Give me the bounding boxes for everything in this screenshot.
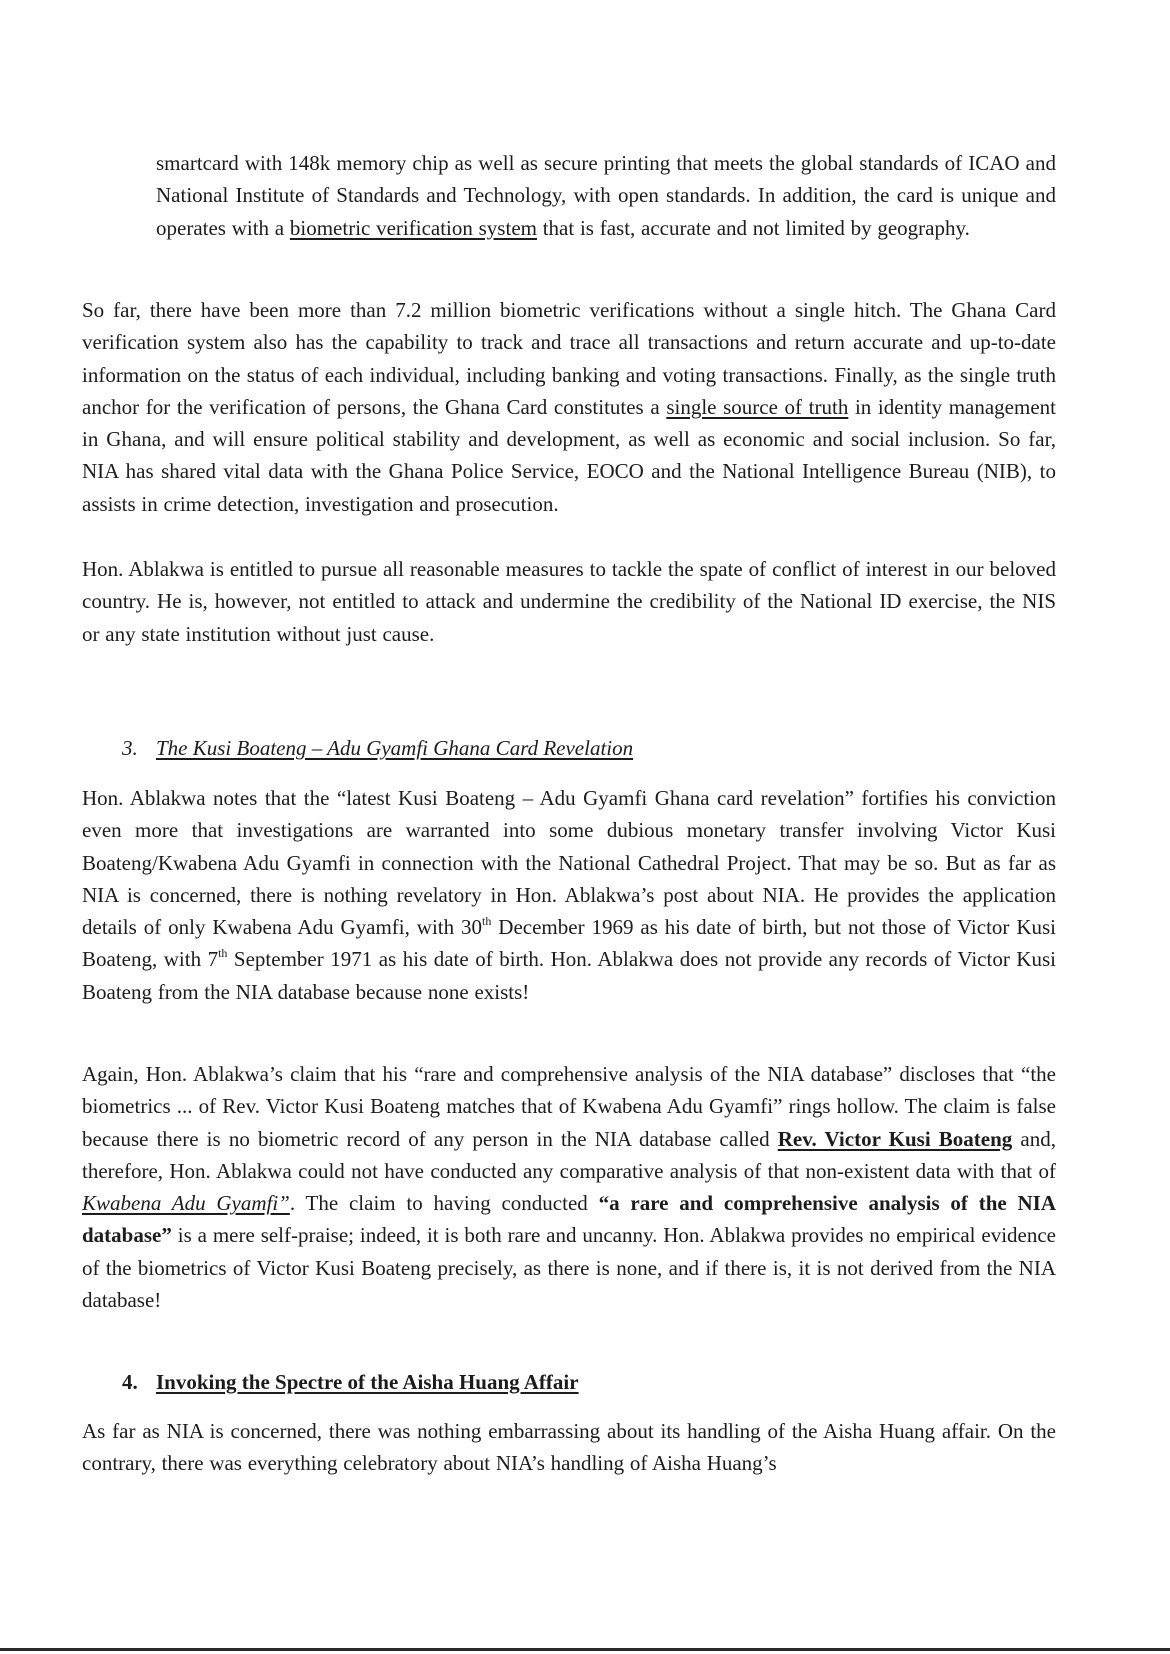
text-run: is a mere self-praise; indeed, it is both rare and uncanny. Hon. Ablakwa provides no empirical evidence of the biometrics of Victor Kusi Boateng precisely, as there is none, and if there is, it is not derived from the NIA database! <box>82 1223 1056 1313</box>
paragraph-card-standards <box>156 147 1056 244</box>
paragraph-revelation <box>82 782 1056 1008</box>
underlined-phrase-single-source: single source of truth <box>666 394 849 419</box>
text-run: that is fast, accurate and not limited by geography. <box>536 215 970 240</box>
bold-quote: “a rare and comprehensive analysis of the NIA database” <box>82 1191 1056 1248</box>
paragraph-again <box>82 1058 1056 1316</box>
text-run: September 1971 as his date of birth. Hon. Ablakwa does not provide any records of Victor Kusi Boateng from the NIA database because none exists! <box>82 947 1056 1004</box>
section-title: The Kusi Boateng – Adu Gyamfi Ghana Card Revelation <box>156 736 634 760</box>
paragraph-entitled <box>82 553 1056 650</box>
text-run: smartcard with 148k memory chip as well as secure printing that meets the global standards of ICAO and National Institute of Standards and Technology, with open standards. In addition, the card is unique and operates with a <box>156 151 1056 240</box>
text-run: So far, there have been more than 7.2 million biometric verifications without a single hitch. The Ghana Card verification system also has the capability to track and trace all transactions and return accurate and up-to-date information on the status of each individual, including banking and voting transactions. Finally, as the single truth anchor for the verification of persons, the Ghana Card constitutes a <box>82 298 1056 419</box>
text-run: December 1969 as his date of birth, but not those of Victor Kusi Boateng, with 7 <box>82 915 1056 972</box>
text-run: Hon. Ablakwa notes that the “latest Kusi Boateng – Adu Gyamfi Ghana card revelation” fortifies his conviction even more that investigations are warranted into some dubious monetary transfer involving Victor Kusi Boateng/Kwabena Adu Gyamfi in connection with the National Cathedral Project. That may be so. But as far as NIA is concerned, there is nothing revelatory in Hon. Ablakwa’s post about NIA. He provides the application details of only Kwabena Adu Gyamfi, with 30 <box>82 786 1056 940</box>
ordinal-suffix: th <box>482 914 492 929</box>
page-bottom-edge <box>0 1648 1170 1651</box>
section-heading-3 <box>122 733 633 763</box>
text-run: Again, Hon. Ablakwa’s claim that his “rare and comprehensive analysis of the NIA database” discloses that “the biometrics ... of Rev. Victor Kusi Boateng matches that of Kwabena Adu Gyamfi” rings hollow. The claim is false because there is no biometric record of any person in the NIA database called <box>82 1062 1056 1151</box>
section-heading-4 <box>122 1367 579 1397</box>
italic-name-kwabena: Kwabena Adu Gyamfi” <box>82 1191 290 1216</box>
ordinal-suffix: th <box>218 946 228 961</box>
text-run: . The claim to having conducted <box>289 1191 599 1216</box>
bold-name-victor: Rev. Victor Kusi Boateng <box>777 1126 1013 1151</box>
underlined-phrase-biometric-verification: biometric verification system <box>289 215 537 240</box>
text-run: As far as NIA is concerned, there was nothing embarrassing about its handling of the Aisha Huang affair. On the contrary, there was everything celebratory about NIA’s handling of Aisha Huang’s <box>82 1419 1056 1476</box>
section-number: 4. <box>122 1370 138 1394</box>
paragraph-verifications <box>82 294 1056 520</box>
text-run: Hon. Ablakwa is entitled to pursue all reasonable measures to tackle the spate of conflict of interest in our beloved country. He is, however, not entitled to attack and undermine the credibility of the National ID exercise, the NIS or any state institution without just cause. <box>82 557 1056 646</box>
text-run: and, therefore, Hon. Ablakwa could not have conducted any comparative analysis of that non-existent data with that of <box>82 1126 1056 1183</box>
paragraph-aisha <box>82 1415 1056 1480</box>
section-title: Invoking the Spectre of the Aisha Huang Affair <box>156 1370 579 1394</box>
section-number: 3. <box>122 736 138 760</box>
text-run: in identity management in Ghana, and will ensure political stability and development, as well as economic and social inclusion. So far, NIA has shared vital data with the Ghana Police Service, EOCO and the National Intelligence Bureau (NIB), to assists in crime detection, investigation and prosecution. <box>82 394 1056 516</box>
